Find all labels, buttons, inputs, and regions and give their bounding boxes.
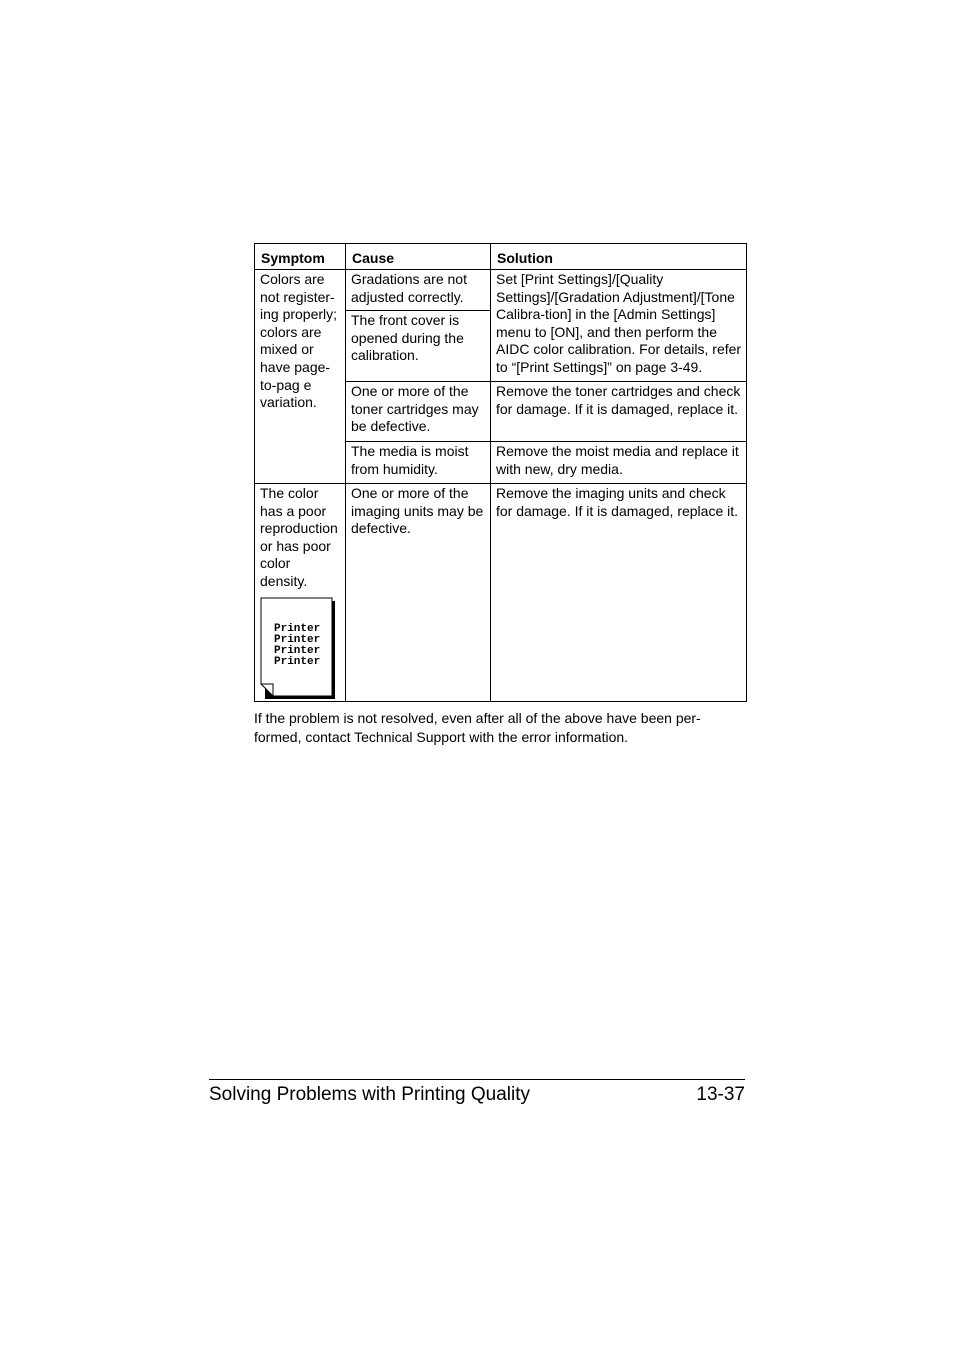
header-solution: Solution — [491, 244, 747, 270]
cause-text: One or more of the toner cartridges may be defective. — [351, 383, 479, 435]
sample-line: Printer — [274, 622, 321, 635]
symptom-text: Colors are not register-ing properly; colors are mixed or have page-to-pag e variation. — [260, 271, 338, 411]
footer-section-title: Solving Problems with Printing Quality — [209, 1084, 531, 1105]
solution-text: Set [Print Settings]/[Quality Settings]/[Gradation Adjustment]/[Tone Calibra-tion] in the [Admin Settings] menu to [ON], and then perform the AIDC color calibration. For details, refer to “[Print Settings]” on page 3-49. — [496, 271, 742, 375]
cause-cell — [346, 382, 491, 442]
header-cause: Cause — [346, 244, 491, 270]
sample-line: Printer — [274, 644, 321, 657]
solution-cell — [491, 442, 747, 484]
solution-cell — [491, 382, 747, 442]
solution-text: Remove the toner cartridges and check for damage. If it is damaged, replace it. — [496, 383, 741, 417]
solution-cell — [491, 270, 747, 382]
footer-page-number: 13-37 — [696, 1084, 745, 1105]
table-header-row — [255, 244, 747, 270]
table-row — [255, 484, 747, 702]
printed-page-illustration — [260, 597, 336, 701]
header-symptom: Symptom — [255, 244, 346, 270]
cause-cell — [346, 270, 491, 311]
support-note: If the problem is not resolved, even after all of the above have been per-formed, contact Technical Support with the error information. — [254, 710, 701, 745]
sample-line: Printer — [274, 655, 321, 668]
sample-line: Printer — [274, 633, 321, 646]
cause-cell — [346, 311, 491, 382]
troubleshooting-table — [254, 243, 747, 702]
solution-cell — [491, 484, 747, 702]
symptom-cell — [255, 484, 346, 702]
symptom-text: The color has a poor reproduction or has poor color density. — [260, 485, 338, 589]
solution-text: Remove the imaging units and check for damage. If it is damaged, replace it. — [496, 485, 739, 519]
cause-cell — [346, 484, 491, 702]
table-row — [255, 270, 747, 311]
footer-divider — [209, 1079, 745, 1080]
cause-text: One or more of the imaging units may be defective. — [351, 485, 484, 537]
cause-text: The front cover is opened during the calibration. — [351, 312, 464, 364]
solution-text: Remove the moist media and replace it with new, dry media. — [496, 443, 739, 477]
cause-text: Gradations are not adjusted correctly. — [351, 271, 467, 305]
symptom-cell — [255, 270, 346, 484]
printed-page-sample-icon — [260, 597, 334, 699]
cause-text: The media is moist from humidity. — [351, 443, 469, 477]
cause-cell — [346, 442, 491, 484]
